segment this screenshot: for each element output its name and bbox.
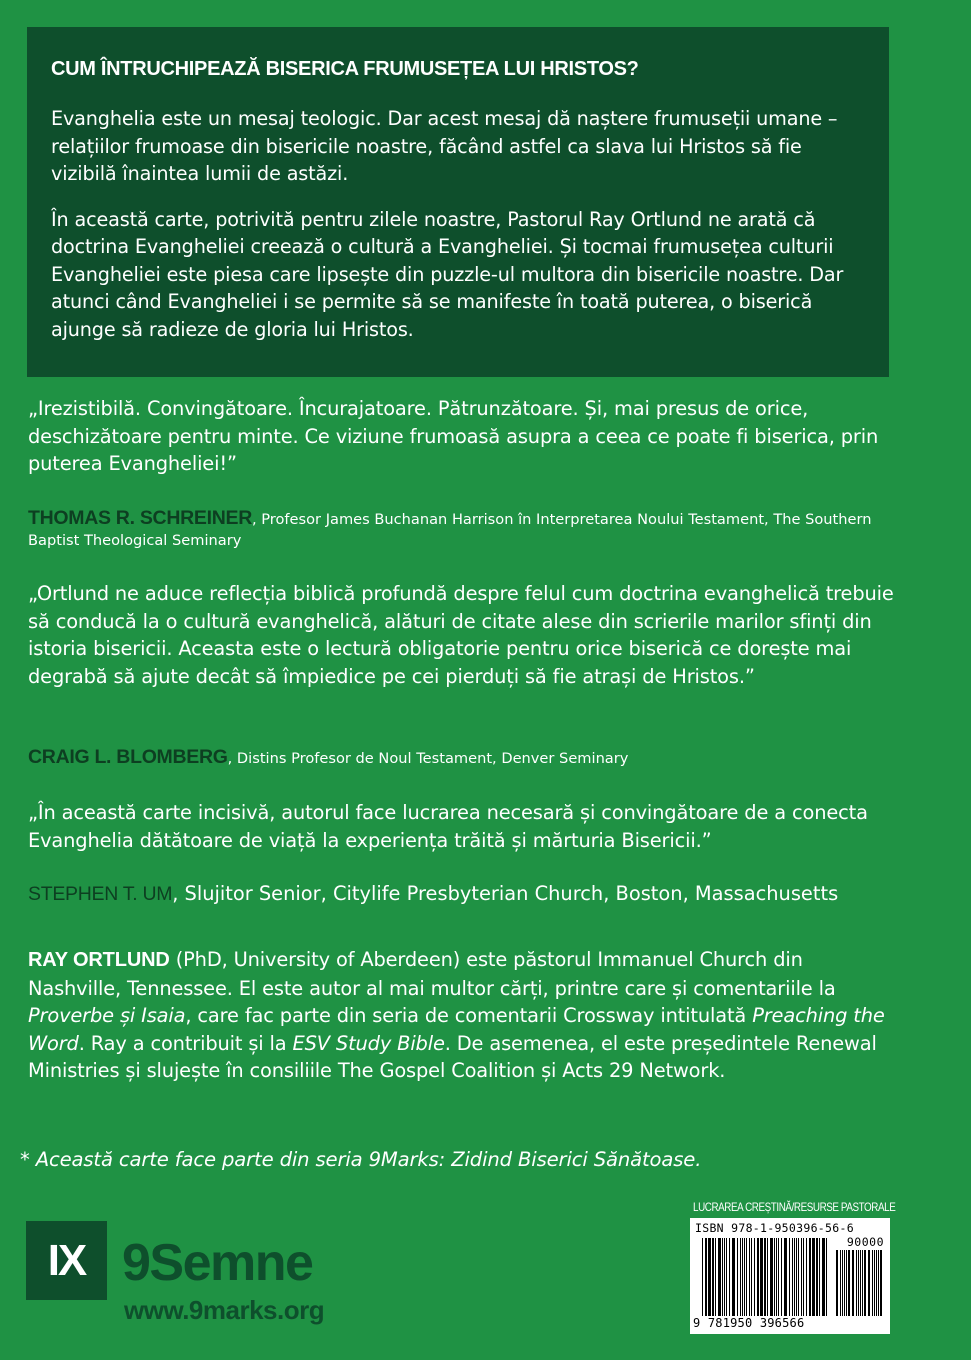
barcode-bar [749,1238,750,1316]
barcode-bar [718,1238,721,1316]
publisher-name: 9Semne [122,1234,313,1292]
barcode-bar [776,1238,777,1316]
barcode-digits: 9 781950 396566 [693,1316,805,1330]
price-addon: 90000 [846,1235,884,1249]
bio-series-title: Preaching the Word [28,1004,885,1055]
barcode-bar [724,1238,725,1316]
barcode-bar [737,1238,738,1316]
barcode-bar [732,1238,735,1316]
barcode-bar [702,1238,703,1316]
endorser-role: , Profesor James Buchanan Harrison în Interpretarea Noului Testament, The Southern Baptist Theological Seminary [28,511,872,549]
bio-bible-title: ESV Study Bible [292,1031,445,1055]
barcode-bar [770,1238,773,1316]
author-bio [28,946,898,1085]
endorsement-quote-2 [20,580,900,690]
endorser-name: STEPHEN T. UM [28,883,173,905]
barcode-bar [774,1238,775,1316]
barcode-bar [798,1238,799,1316]
quote-text: „În această carte incisivă, autorul face lucrarea necesară și convingătoare de a conecta Evanghelia dătătoare de viață la experiența trăită și mărturia Bisericii.” [28,801,868,852]
endorsement-quote-3 [20,799,900,854]
endorser-name: THOMAS R. SCHREINER [28,507,252,529]
barcode-bar [803,1238,804,1316]
bio-book-title: Proverbe și Isaia [28,1004,186,1027]
barcode-bar [872,1250,873,1316]
barcode-bar [778,1238,779,1316]
barcode-bar [757,1238,759,1316]
barcode-bar [705,1238,707,1316]
barcode-bar [794,1238,795,1316]
bio-text: . Ray a contribuit și la [78,1031,293,1055]
barcode-bar [789,1238,790,1316]
barcode-bar [842,1250,843,1316]
endorser-role: , Slujitor Senior, Citylife Presbyterian Church, Boston, Massachusetts [172,882,839,905]
endorsement-quote-1 [20,395,900,478]
endorser-name: CRAIG L. BLOMBERG [28,746,228,768]
barcode-bar [712,1238,714,1316]
barcode-bar [840,1250,841,1316]
barcode-bar [742,1238,743,1316]
quote-text: „Irezistibilă. Convingătoare. Încurajatoare. Pătrunzătoare. Și, mai presus de orice, deschizătoare pentru minte. Ce viziune frumoasă asupra a ceea ce poate fi biserica, prin puterea Evangheliei!” [28,397,879,475]
description-box [27,27,889,377]
isbn-text: ISBN 978-1-950396-56-6 [695,1221,854,1235]
barcode-bar [826,1238,827,1316]
barcode-bar [729,1238,730,1316]
bio-text: (PhD, University of Aberdeen) este păstorul Immanuel Church din Nashville, Tennessee. El este autor al mai multor cărți, printre care și comentariile la [28,948,836,1000]
barcode-bar [864,1250,866,1316]
book-category: LUCRAREA CREȘTINĂ/RESURSE PASTORALE [693,1200,896,1214]
barcode-bar [878,1250,879,1316]
endorsement-attribution-2 [28,747,898,769]
barcode-bar [764,1238,766,1316]
barcode-bar [819,1238,820,1316]
barcode-bar [740,1238,741,1316]
barcode-bar [751,1238,752,1316]
bio-text: , care fac parte din seria de comentarii Crossway intitulată [185,1004,753,1027]
barcode-bar [801,1238,802,1316]
publisher-url: www.9marks.org [124,1295,325,1325]
barcode-bar [816,1238,818,1316]
publisher-logo-mark: IX [26,1221,107,1300]
barcode-bar [722,1238,723,1316]
endorser-role: , Distins Profesor de Noul Testament, Denver Seminary [227,750,629,767]
barcode-bar [856,1250,857,1316]
barcode-bar [822,1238,825,1316]
barcode-bar [708,1238,711,1316]
barcode-bar [784,1238,787,1316]
barcode-bar [767,1238,768,1316]
barcode-bar [726,1238,727,1316]
quote-text: „Ortlund ne aduce reflecția biblică profundă despre felul cum doctrina evanghelică trebuie să conducă la o cultură evanghelică, alături de citate alese din scrierile marilor sfinți din istoria bisericii. Aceasta este o lectură obligatorie pentru orice biserică ce dorește mai degrabă să ajute decât să împiedice pe cei pierduți să fie atrași de Hristos.” [28,582,894,688]
barcode-bar [715,1238,716,1316]
barcode-bar [862,1250,863,1316]
barcode-bar [760,1238,763,1316]
description-paragraph-2: În această carte, potrivită pentru zilele noastre, Pastorul Ray Ortlund ne arată că doctrina Evangheliei creează o cultură a Evangheliei. Și tocmai frumusețea culturii Evangheliei este piesa care lipsește din puzzle-ul multora din bisericile noastre. Dar atunci când Evangheliei i se permite să se manifeste în toată puterea, o biserică ajunge să radieze de gloria lui Hristos. [51,207,844,341]
barcode-bar [860,1250,861,1316]
barcode-bar [746,1238,747,1316]
barcode-bar [852,1250,854,1316]
barcode-bar [754,1238,755,1316]
barcode-bar [844,1250,845,1316]
bio-text: . De asemenea, el este președintele Renewal Ministries și slujește în consiliile The Gospel Coalition și Acts 29 Network. [28,1031,877,1082]
description-title: CUM ÎNTRUCHIPEAZĂ BISERICA FRUMUSEȚEA LUI HRISTOS? [51,58,639,80]
barcode-bar [812,1238,815,1316]
barcode-bar [836,1250,838,1316]
barcode-bar [809,1238,811,1316]
barcode-bar [744,1238,745,1316]
barcode-bar [848,1250,850,1316]
endorsement-attribution-3 [28,883,898,905]
author-name: RAY ORTLUND [28,949,170,971]
barcode-bar [792,1238,793,1316]
barcode-bar [868,1250,870,1316]
description-paragraph-1: Evanghelia este un mesaj teologic. Dar acest mesaj dă naștere frumuseții umane – relațiilor frumoase din bisericile noastre, făcând astfel ca slava lui Hristos să fie vizibilă înaintea lumii de astăzi. [51,107,838,185]
endorsement-attribution-1 [28,508,898,551]
isbn-barcode [690,1218,890,1334]
barcode-bar [858,1250,859,1316]
barcode-bar [846,1250,847,1316]
barcode-bar [796,1238,797,1316]
series-note: * Această carte face parte din seria 9Marks: Zidind Biserici Sănătoase. [20,1148,702,1171]
barcode-bar [876,1250,877,1316]
barcode-bar [880,1250,882,1316]
barcode-bar [781,1238,782,1316]
barcode-bar [806,1238,807,1316]
barcode-bar [874,1250,875,1316]
